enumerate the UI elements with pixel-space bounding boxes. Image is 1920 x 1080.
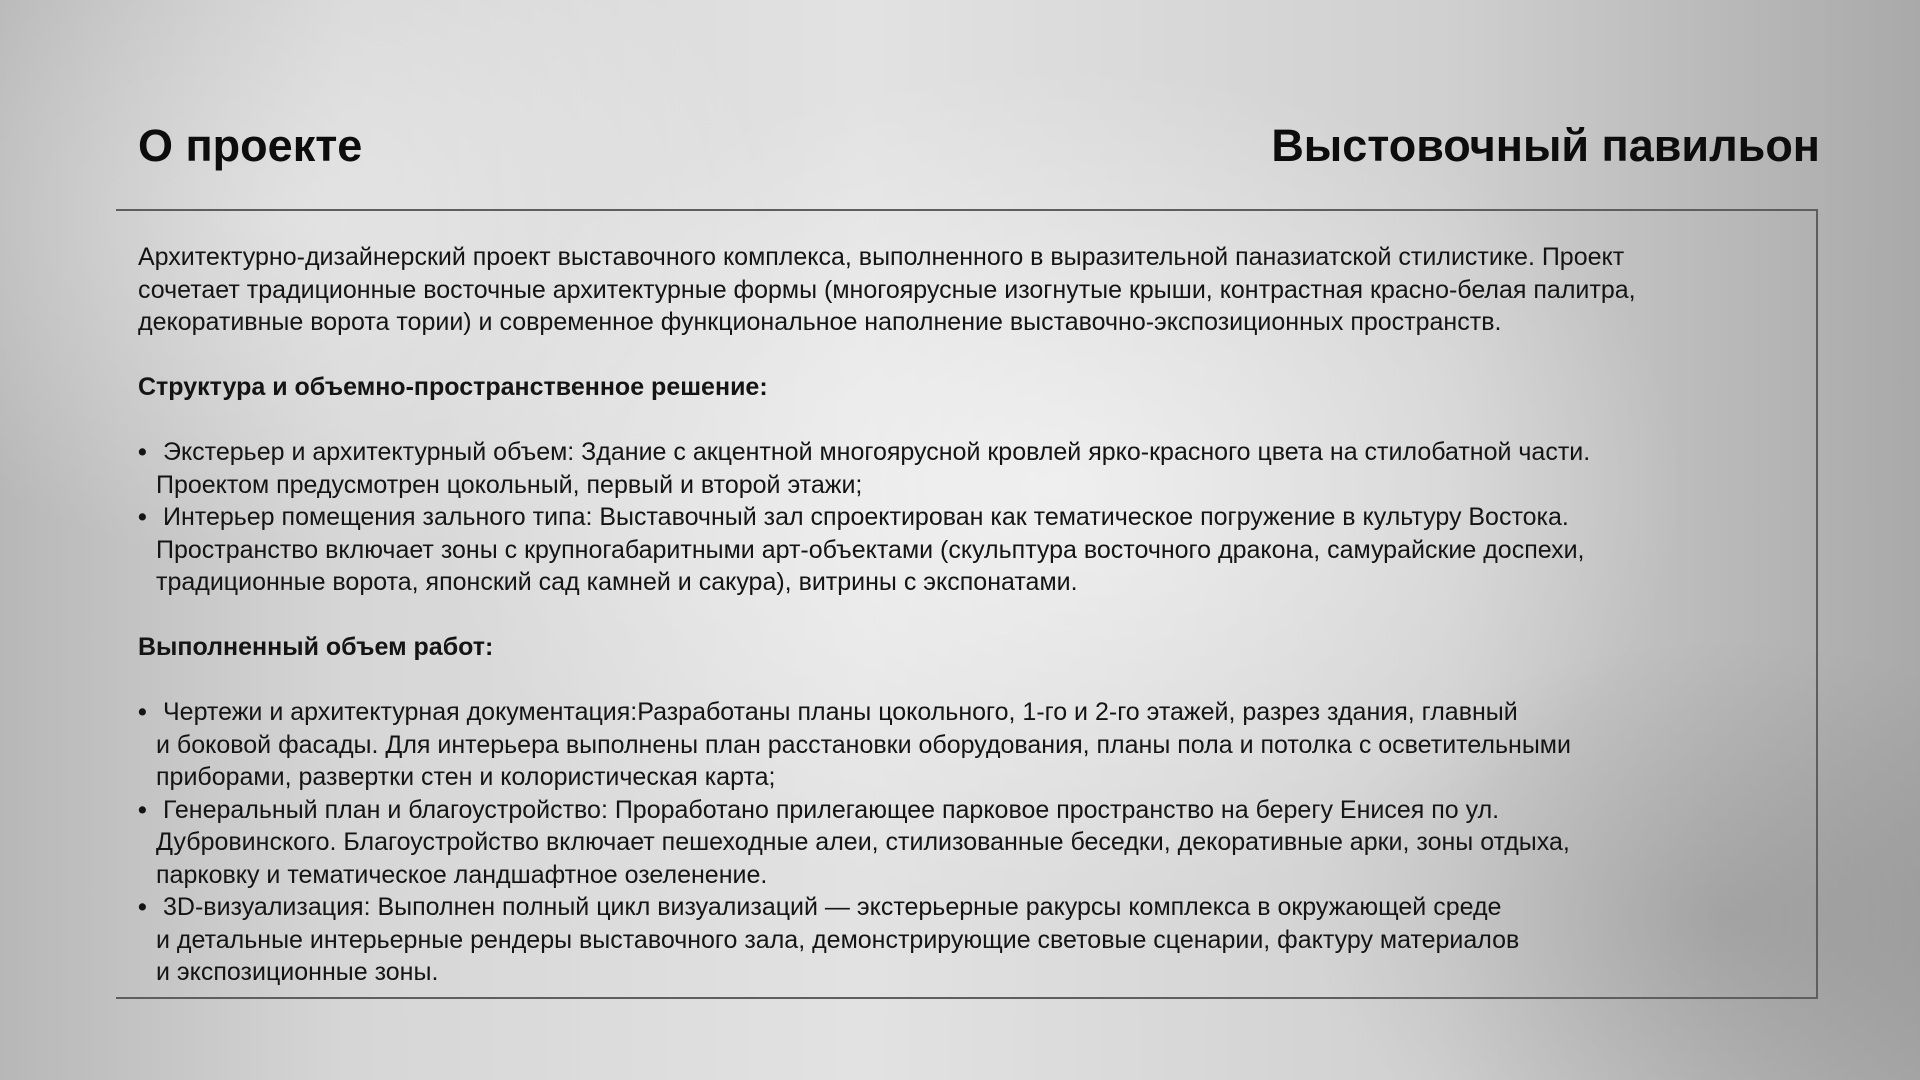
list-item (138, 436, 1778, 501)
list-item-line: и детальные интерьерные рендеры выставочного зала, демонстрирующие световые сценарии, фактуру материалов (156, 925, 1520, 954)
structure-heading: Структура и объемно-пространственное решение: (138, 373, 768, 401)
project-description (138, 241, 1778, 989)
list-item-line: и боковой фасады. Для интерьера выполнены план расстановки оборудования, планы пола и потолка с осветительными (156, 730, 1571, 759)
bullet-icon: • (138, 795, 147, 824)
intro-paragraph (138, 241, 1778, 339)
list-item-line: Генеральный план и благоустройство: Проработано прилегающее парковое пространство на берегу Енисея по ул. (163, 795, 1500, 824)
list-item-line: Чертежи и архитектурная документация:Разработаны планы цокольного, 1-го и 2-го этажей, разрез здания, главный (163, 698, 1518, 726)
list-item-line: парковку и тематическое ландшафтное озеленение. (156, 860, 768, 889)
list-item (138, 794, 1778, 892)
list-item-line: и экспозиционные зоны. (156, 958, 439, 986)
list-item-line: традиционные ворота, японский сад камней и сакура), витрины с экспонатами. (156, 568, 1078, 596)
list-item-line: Интерьер помещения зального типа: Выставочный зал спроектирован как тематическое погружение в культуру Востока. (163, 503, 1569, 531)
bullet-icon: • (138, 893, 147, 921)
intro-line: сочетает традиционные восточные архитектурные формы (многоярусные изогнутые крыши, контрастная красно-белая палитра, (138, 275, 1636, 304)
project-title: Выстовочный павильон (1271, 120, 1820, 171)
list-item (138, 696, 1778, 794)
list-item-line: Экстерьер и архитектурный объем: Здание с акцентной многоярусной кровлей ярко-красного цвета на стилобатной части. (163, 438, 1591, 466)
list-item-line: Проектом предусмотрен цокольный, первый и второй этажи; (156, 470, 863, 499)
list-item-line: Пространство включает зоны с крупногабаритными арт-объектами (скульптура восточного дракона, самурайские доспехи, (156, 535, 1585, 564)
page-title: О проекте (138, 120, 363, 171)
list-item (138, 891, 1778, 989)
structure-list (138, 436, 1778, 599)
work-list (138, 696, 1778, 989)
list-item (138, 501, 1778, 599)
bullet-icon: • (138, 503, 147, 531)
bullet-icon: • (138, 438, 147, 466)
intro-line: декоративные ворота тории) и современное функциональное наполнение выставочно-экспозиционных пространств. (138, 308, 1502, 336)
intro-line: Архитектурно-дизайнерский проект выставочного комплекса, выполненного в выразительной паназиатской стилистике. Проект (138, 243, 1625, 271)
list-item-line: Дубровинского. Благоустройство включает пешеходные алеи, стилизованные беседки, декоративные арки, зоны отдыха, (156, 828, 1570, 856)
list-item-line: 3D-визуализация: Выполнен полный цикл визуализаций — экстерьерные ракурсы комплекса в окружающей среде (163, 893, 1502, 921)
list-item-line: приборами, развертки стен и колористическая карта; (156, 763, 776, 791)
bullet-icon: • (138, 698, 147, 726)
work-heading: Выполненный объем работ: (138, 633, 494, 661)
